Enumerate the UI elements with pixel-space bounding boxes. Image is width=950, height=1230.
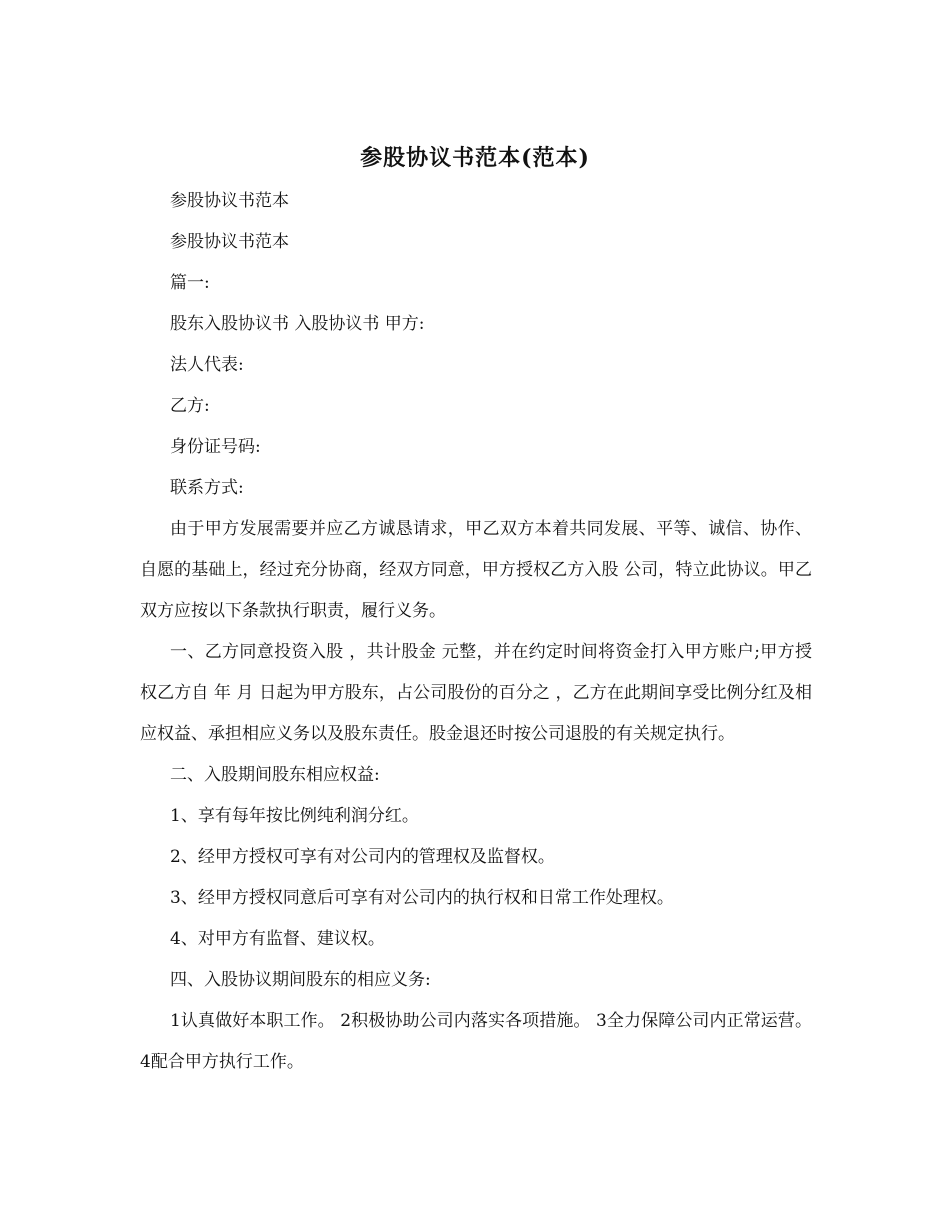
document-body (140, 181, 818, 1083)
paragraph-section-label: 篇一: (170, 273, 210, 293)
paragraph-party-b: 乙方: (170, 396, 210, 416)
paragraph-contact: 联系方式: (170, 478, 244, 498)
paragraph-subtitle-1: 参股协议书范本 (170, 191, 289, 211)
paragraph-right-1: 1、享有每年按比例纯利润分红。 (170, 806, 419, 826)
paragraph-clause-2-heading: 二、入股期间股东相应权益: (170, 765, 380, 785)
paragraph-obligations: 1认真做好本职工作。 2积极协助公司内落实各项措施。 3全力保障公司内正常运营。 4配合甲方执行工作。 (140, 1011, 818, 1072)
paragraph-subtitle-2: 参股协议书范本 (170, 232, 289, 252)
paragraph-party-a: 股东入股协议书 入股协议书 甲方: (170, 314, 425, 334)
paragraph-preamble: 由于甲方发展需要并应乙方诚恳请求，甲乙双方本着共同发展、平等、诚信、协作、自愿的基础上，经过充分协商，经双方同意，甲方授权乙方入股 公司，特立此协议。甲乙双方应按以下条款执行职责，履行义务。 (140, 519, 812, 621)
paragraph-right-3: 3、经甲方授权同意后可享有对公司内的执行权和日常工作处理权。 (170, 888, 674, 908)
paragraph-clause-4-heading: 四、入股协议期间股东的相应义务: (170, 970, 431, 990)
document-title: 参股协议书范本(范本) (360, 145, 590, 171)
paragraph-right-4: 4、对甲方有监督、建议权。 (170, 929, 385, 949)
paragraph-right-2: 2、经甲方授权可享有对公司内的管理权及监督权。 (170, 847, 555, 867)
paragraph-id-number: 身份证号码: (170, 437, 261, 457)
paragraph-clause-1: 一、乙方同意投资入股 ，共计股金 元整，并在约定时间将资金打入甲方账户;甲方授权乙方自 年 月 日起为甲方股东，占公司股份的百分之 ，乙方在此期间享受比例分红及相应权益、承担相应义务以及股东责任。股金退还时按公司退股的有关规定执行。 (140, 642, 812, 744)
paragraph-legal-representative: 法人代表: (170, 355, 244, 375)
